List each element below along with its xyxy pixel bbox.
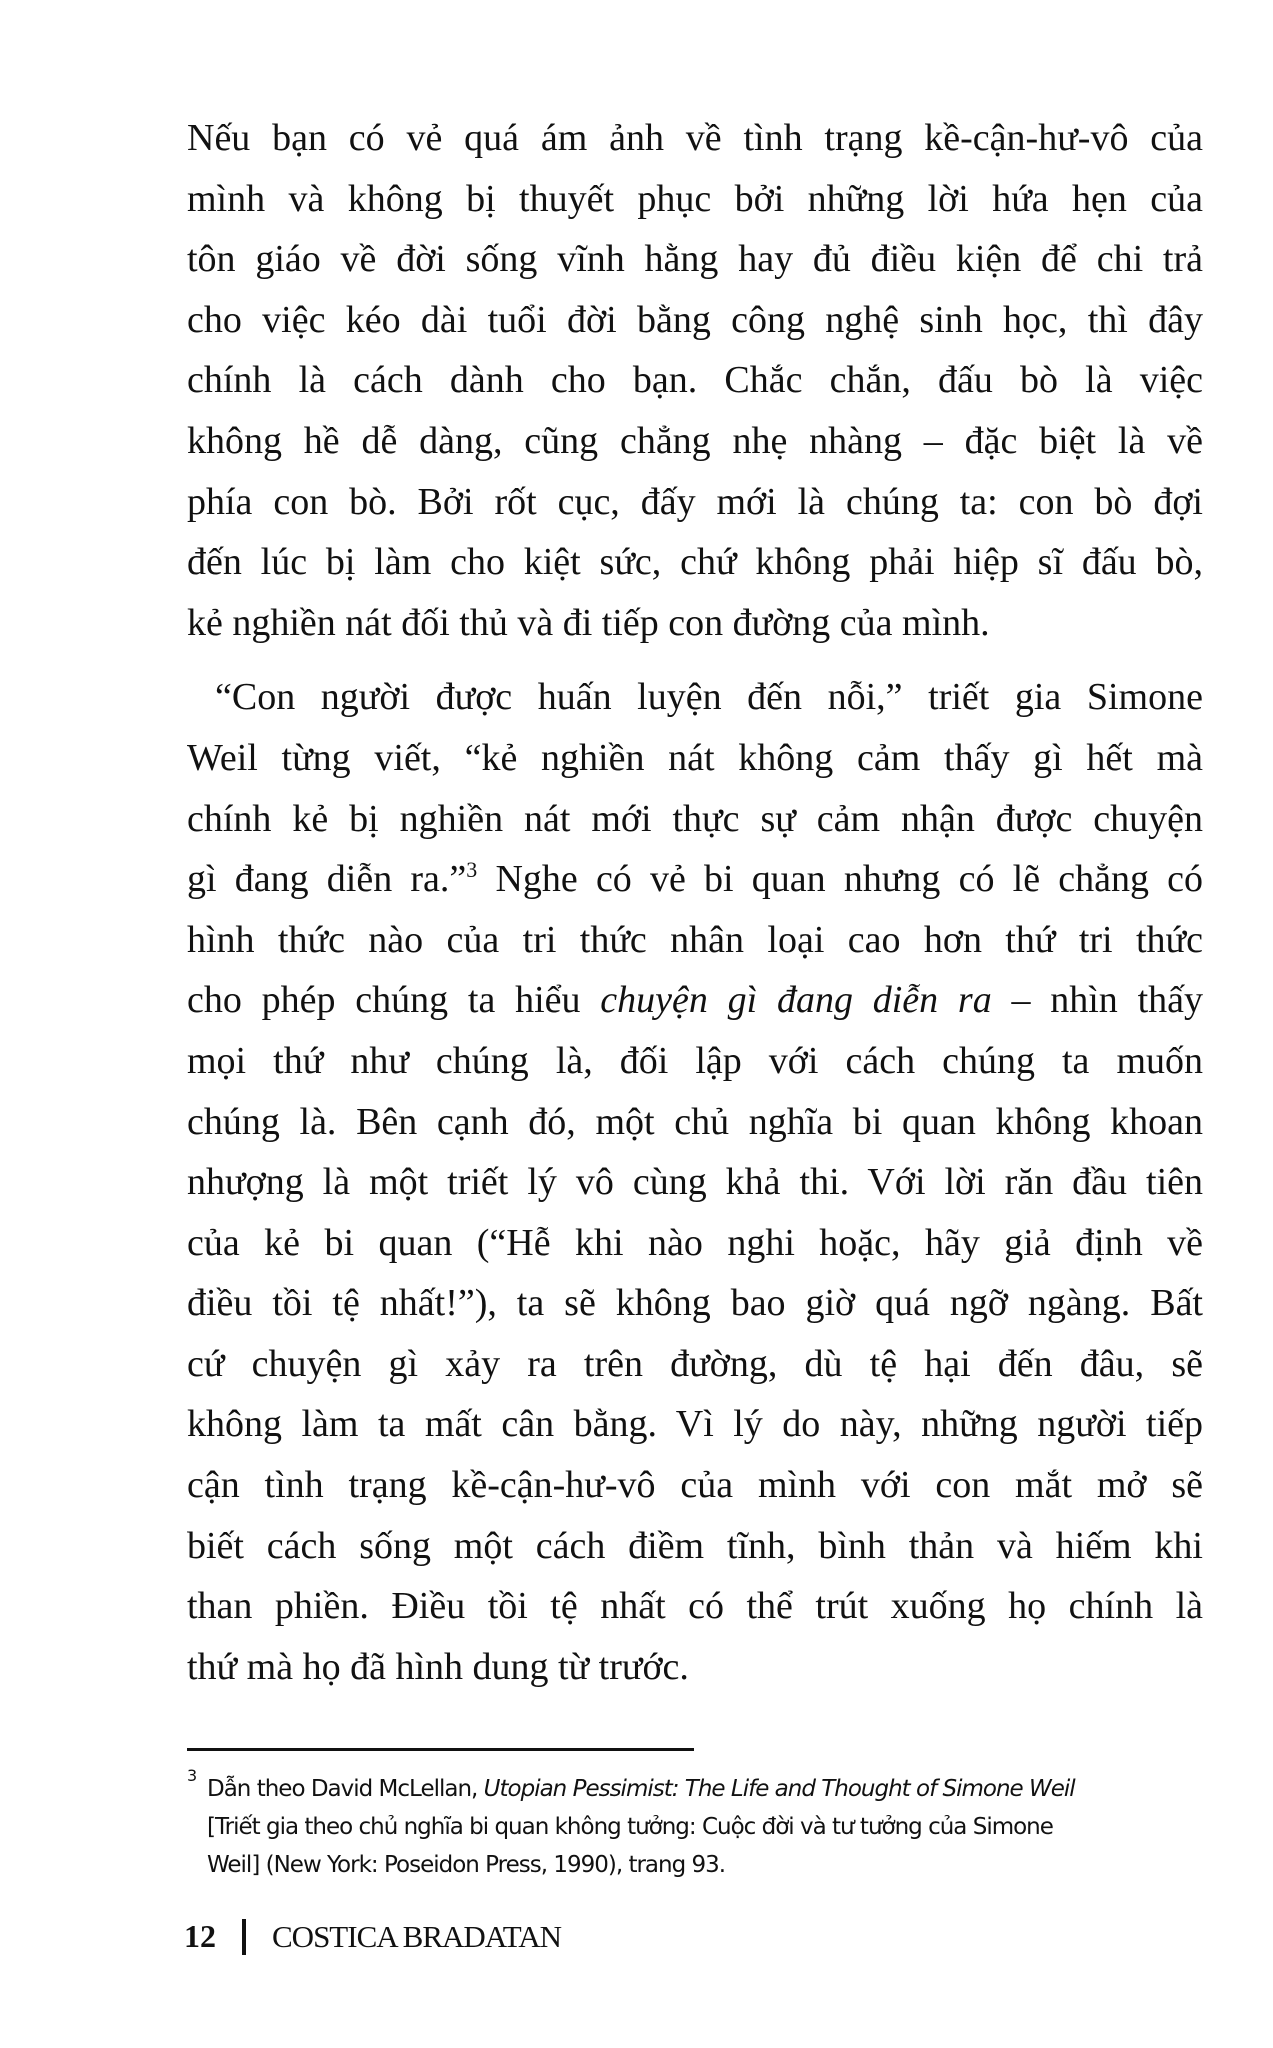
footnote — [187, 1766, 1203, 1884]
footnote-line: [Triết gia theo chủ nghĩa bi quan không tưởng: Cuộc đời và tư tưởng của Simone — [207, 1814, 1053, 1840]
text-line: mình và không bị thuyết phục bởi những lời hứa hẹn của — [187, 177, 1203, 220]
text-line — [187, 970, 1203, 1031]
text-line: đến lúc bị làm cho kiệt sức, chứ không phải hiệp sĩ đấu bò, — [187, 541, 1203, 584]
text-line: chính kẻ bị nghiền nát mới thực sự cảm nhận được chuyện — [187, 797, 1203, 840]
text-line: than phiền. Điều tồi tệ nhất có thể trút xuống họ chính là — [187, 1585, 1203, 1628]
text-line: hình thức nào của tri thức nhân loại cao hơn thứ tri thức — [187, 918, 1203, 961]
text-line: mọi thứ như chúng là, đối lập với cách chúng ta muốn — [187, 1039, 1203, 1082]
footnote-text: Dẫn theo David McLellan, — [207, 1776, 484, 1802]
footnote-book-title: Utopian Pessimist: The Life and Thought of Simone Weil — [483, 1776, 1075, 1802]
footnote-line: Weil] (New York: Poseidon Press, 1990), trang 93. — [207, 1852, 726, 1878]
text-line: nhượng là một triết lý vô cùng khả thi. Với lời răn đầu tiên — [187, 1161, 1203, 1204]
text-line: tôn giáo về đời sống vĩnh hằng hay đủ điều kiện để chi trả — [187, 238, 1203, 281]
text-line: cận tình trạng kề-cận-hư-vô của mình với con mắt mở sẽ — [187, 1464, 1203, 1507]
text-line: cho việc kéo dài tuổi đời bằng công nghệ sinh học, thì đây — [187, 298, 1203, 341]
paragraph — [187, 667, 1203, 1697]
text-line: thứ mà họ đã hình dung từ trước. — [187, 1645, 689, 1688]
text-line: điều tồi tệ nhất!”), ta sẽ không bao giờ quá ngỡ ngàng. Bất — [187, 1282, 1203, 1325]
text-line — [187, 849, 1203, 910]
text-line: phía con bò. Bởi rốt cục, đấy mới là chúng ta: con bò đợi — [187, 480, 1203, 523]
text-line: kẻ nghiền nát đối thủ và đi tiếp con đường của mình. — [187, 601, 990, 644]
text-line: của kẻ bi quan (“Hễ khi nào nghi hoặc, hãy giả định về — [187, 1221, 1203, 1264]
text-line: chúng là. Bên cạnh đó, một chủ nghĩa bi quan không khoan — [187, 1100, 1203, 1143]
running-author: COSTICA BRADATAN — [272, 1918, 561, 1954]
text-segment: – nhìn thấy — [991, 979, 1203, 1022]
emphasis-text: chuyện gì đang diễn ra — [600, 979, 992, 1022]
footnote-mark: 3 — [187, 1766, 197, 1785]
text-line: Nếu bạn có vẻ quá ám ảnh về tình trạng kề-cận-hư-vô của — [187, 117, 1203, 159]
footnote-reference: 3 — [466, 857, 478, 883]
text-line: “Con người được huấn luyện đến nỗi,” triết gia Simone — [215, 676, 1203, 719]
text-line: không làm ta mất cân bằng. Vì lý do này, những người tiếp — [187, 1403, 1203, 1446]
text-segment: gì đang diễn ra.” — [187, 858, 467, 901]
page-number: 12 — [184, 1918, 216, 1954]
text-segment: cho phép chúng ta hiểu — [187, 979, 601, 1022]
text-segment: Nghe có vẻ bi quan nhưng có lẽ chẳng có — [477, 858, 1204, 901]
text-line: Weil từng viết, “kẻ nghiền nát không cảm thấy gì hết mà — [187, 736, 1203, 779]
footnote-divider — [187, 1748, 694, 1751]
text-line: không hề dễ dàng, cũng chẳng nhẹ nhàng – đặc biệt là về — [187, 419, 1203, 462]
footer-divider — [242, 1919, 246, 1955]
text-line: chính là cách dành cho bạn. Chắc chắn, đấu bò là việc — [187, 359, 1203, 402]
footnote-line — [187, 1770, 1203, 1808]
text-line: biết cách sống một cách điềm tĩnh, bình thản và hiếm khi — [187, 1524, 1203, 1567]
body-text — [187, 108, 1203, 1697]
page-footer — [184, 1918, 561, 1955]
text-line: cứ chuyện gì xảy ra trên đường, dù tệ hại đến đâu, sẽ — [187, 1342, 1203, 1385]
paragraph — [187, 108, 1203, 653]
